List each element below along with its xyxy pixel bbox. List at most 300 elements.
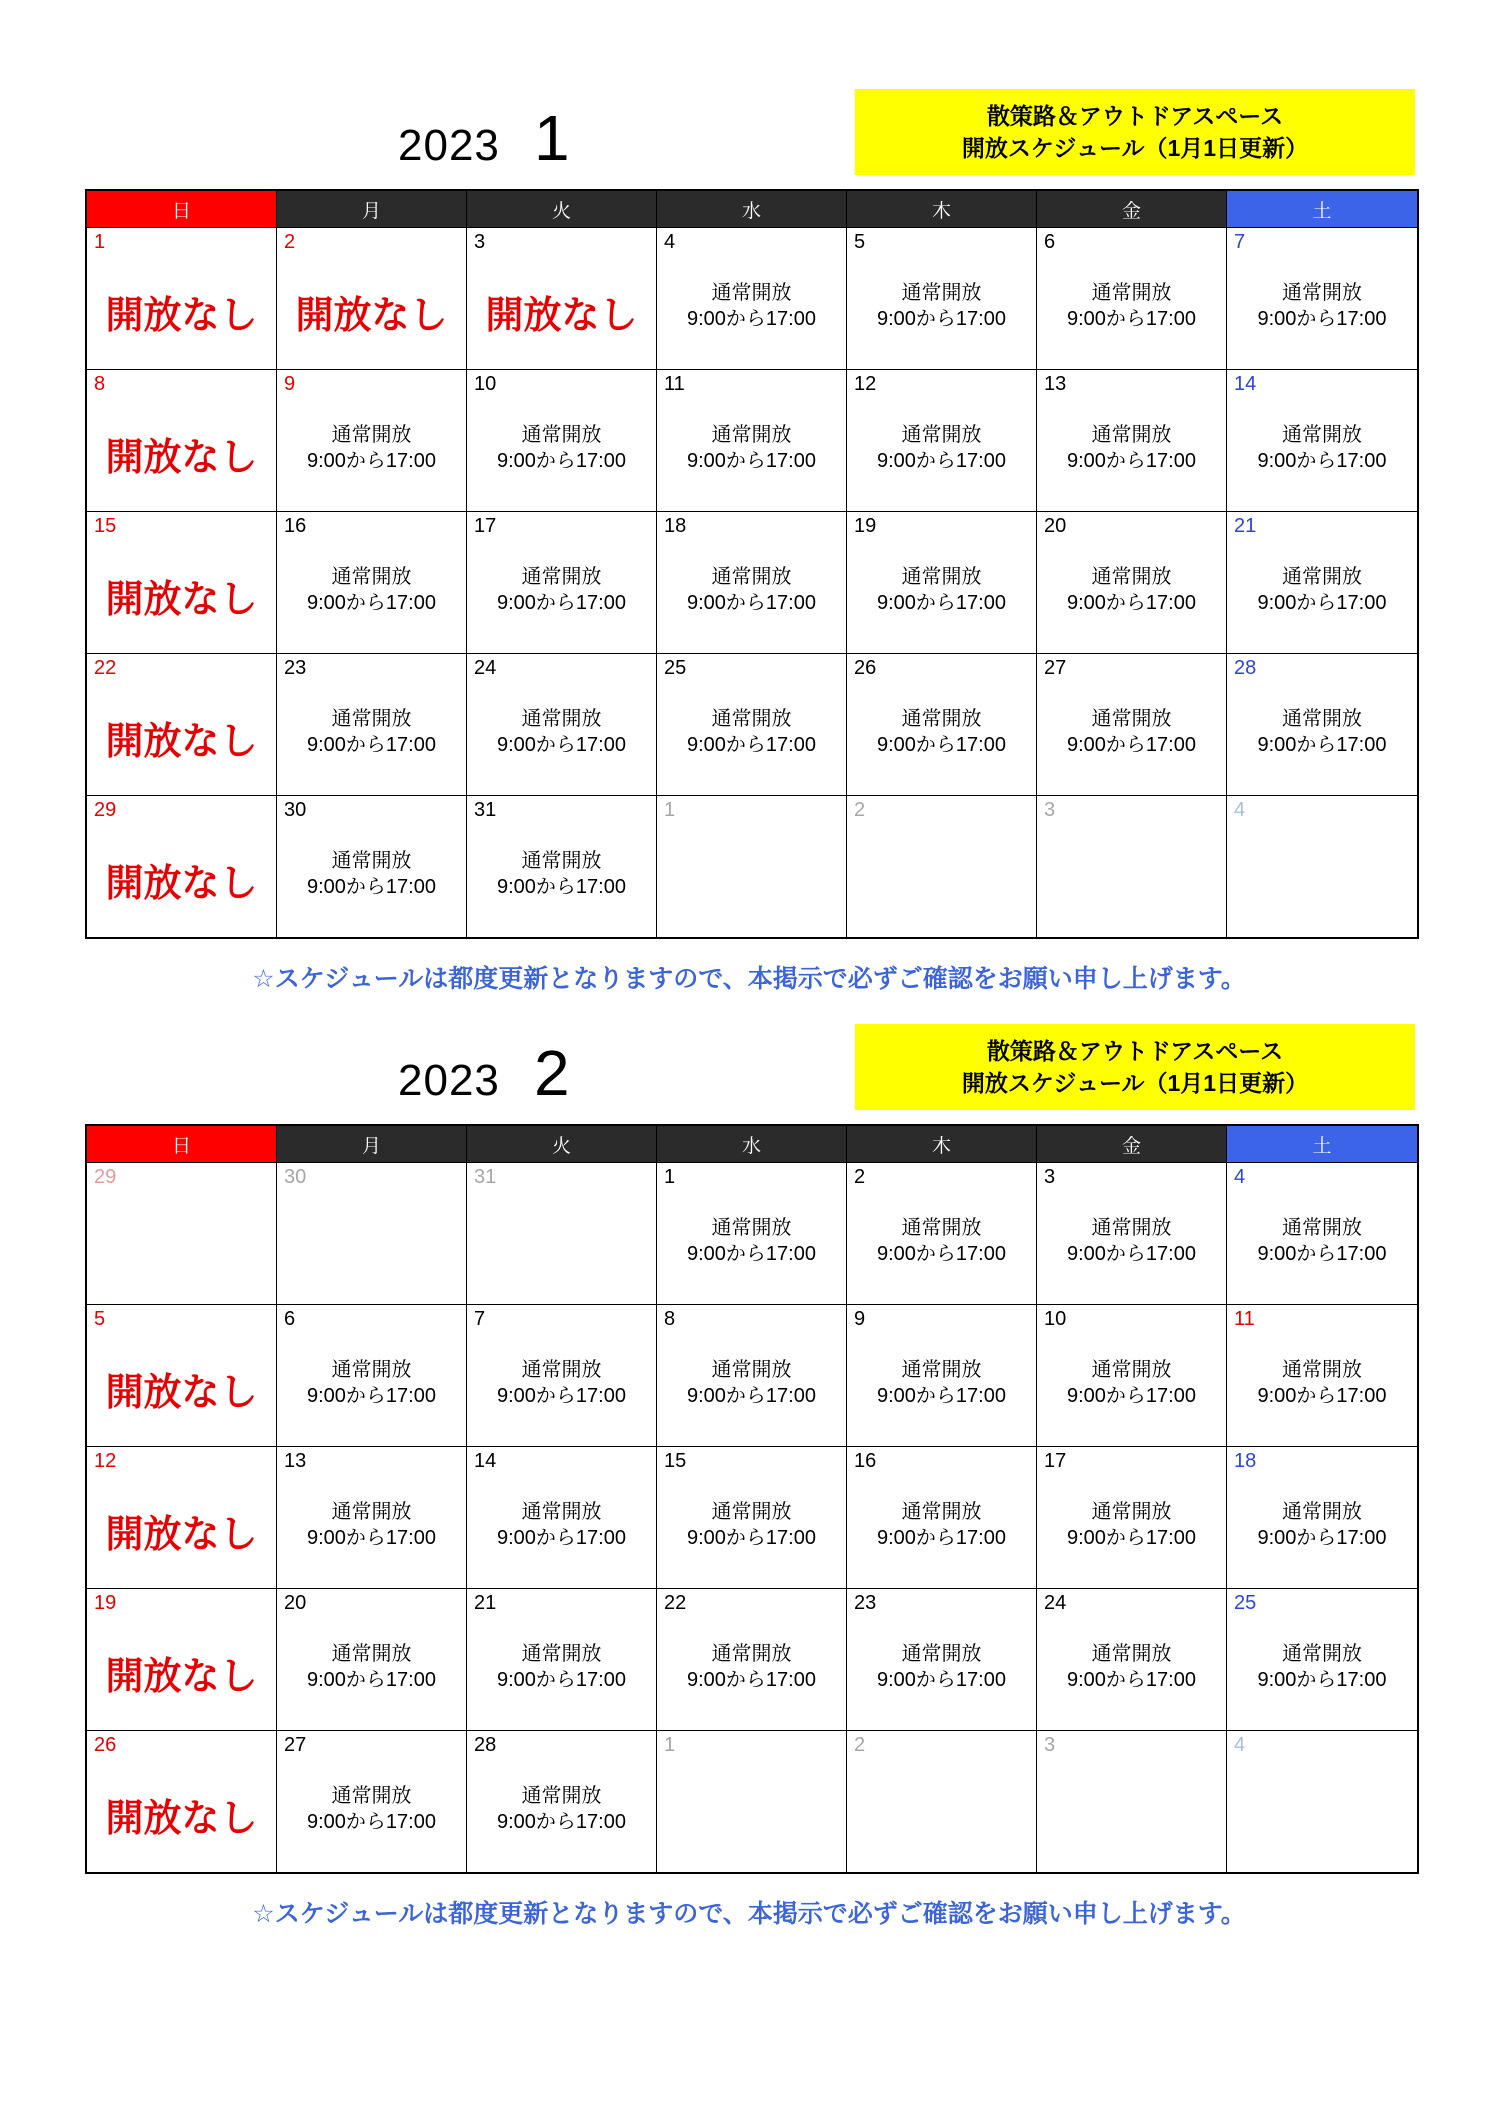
calendar-cell xyxy=(467,1304,657,1446)
open-line2: 9:00から17:00 xyxy=(877,308,1006,330)
banner-line2: 開放スケジュール（1月1日更新） xyxy=(961,1070,1309,1096)
calendar-cell xyxy=(1037,653,1227,795)
date-number: 9 xyxy=(284,373,296,395)
calendar-cell xyxy=(1037,1588,1227,1730)
date-number: 18 xyxy=(1234,1450,1257,1472)
calendar-cell xyxy=(657,369,847,511)
calendar-cell xyxy=(87,653,277,795)
calendar-cell xyxy=(1037,795,1227,937)
open-line1: 通常開放 xyxy=(711,708,792,730)
open-line1: 通常開放 xyxy=(521,708,602,730)
calendar-cell xyxy=(657,1162,847,1304)
open-hours-label xyxy=(277,1499,466,1551)
calendar-cell xyxy=(467,1588,657,1730)
date-number: 1 xyxy=(664,1166,676,1188)
date-number: 26 xyxy=(854,657,877,679)
open-line1: 通常開放 xyxy=(1282,566,1362,588)
calendar-cell xyxy=(87,795,277,937)
open-line1: 通常開放 xyxy=(711,1501,792,1523)
date-number: 19 xyxy=(854,515,877,537)
open-hours-label xyxy=(467,564,656,616)
calendar-cell xyxy=(467,227,657,369)
day-header-木: 木 xyxy=(847,191,1037,227)
open-line2: 9:00から17:00 xyxy=(307,734,436,756)
calendar-cell xyxy=(847,1162,1037,1304)
date-number: 7 xyxy=(474,1308,486,1330)
calendar-cell xyxy=(277,1162,467,1304)
open-line2: 9:00から17:00 xyxy=(1067,1243,1196,1265)
calendar-cell xyxy=(277,1730,467,1872)
open-line2: 9:00から17:00 xyxy=(1067,1669,1196,1691)
calendar-cell xyxy=(87,1304,277,1446)
open-hours-label xyxy=(277,564,466,616)
calendar-cell xyxy=(277,369,467,511)
open-line2: 9:00から17:00 xyxy=(1067,592,1196,614)
open-line1: 通常開放 xyxy=(711,282,792,304)
open-hours-label xyxy=(847,564,1036,616)
day-header-金: 金 xyxy=(1037,191,1227,227)
open-line2: 9:00から17:00 xyxy=(497,1385,626,1407)
open-line1: 通常開放 xyxy=(521,424,602,446)
calendar-cell xyxy=(1037,511,1227,653)
open-line1: 通常開放 xyxy=(901,282,982,304)
calendar-grid xyxy=(85,189,1419,939)
open-line2: 9:00から17:00 xyxy=(877,1385,1006,1407)
open-line2: 9:00から17:00 xyxy=(877,1669,1006,1691)
open-hours-label xyxy=(277,422,466,474)
calendar-cell xyxy=(1037,1730,1227,1872)
open-line1: 通常開放 xyxy=(1282,1217,1362,1239)
date-number: 28 xyxy=(474,1734,497,1756)
open-line1: 通常開放 xyxy=(521,1785,602,1807)
date-number: 29 xyxy=(94,799,117,821)
date-number: 13 xyxy=(284,1450,307,1472)
closed-label: 開放なし xyxy=(105,721,258,763)
calendar-cell xyxy=(1037,369,1227,511)
date-number: 14 xyxy=(474,1450,497,1472)
calendar-cell xyxy=(1037,227,1227,369)
date-number: 8 xyxy=(94,373,106,395)
open-line2: 9:00から17:00 xyxy=(687,1385,816,1407)
calendar-cell xyxy=(847,1730,1037,1872)
update-note: ☆スケジュールは都度更新となりますので、本掲示で必ずご確認をお願い申し上げます。 xyxy=(252,965,1246,993)
open-hours-label xyxy=(1037,706,1226,758)
date-number: 25 xyxy=(664,657,687,679)
calendar-cell xyxy=(277,795,467,937)
open-line1: 通常開放 xyxy=(1282,1359,1362,1381)
open-line2: 9:00から17:00 xyxy=(1067,734,1196,756)
calendar-cell xyxy=(467,511,657,653)
date-number: 31 xyxy=(474,799,497,821)
date-number: 20 xyxy=(284,1592,307,1614)
open-line1: 通常開放 xyxy=(1091,1217,1172,1239)
open-line2: 9:00から17:00 xyxy=(1257,592,1387,614)
calendar-grid xyxy=(85,1124,1419,1874)
open-line1: 通常開放 xyxy=(331,566,412,588)
calendar-cell xyxy=(1227,511,1417,653)
open-line1: 通常開放 xyxy=(331,424,412,446)
calendar-cell xyxy=(467,1730,657,1872)
open-line1: 通常開放 xyxy=(901,566,982,588)
calendar-cell xyxy=(87,1162,277,1304)
date-number: 22 xyxy=(94,657,117,679)
open-line1: 通常開放 xyxy=(1282,708,1362,730)
date-number: 20 xyxy=(1044,515,1067,537)
date-number: 17 xyxy=(474,515,497,537)
day-header-土: 土 xyxy=(1227,191,1417,227)
date-number: 23 xyxy=(854,1592,877,1614)
date-number: 9 xyxy=(854,1308,866,1330)
schedule-banner xyxy=(855,1024,1415,1110)
calendar-cell xyxy=(277,511,467,653)
open-line2: 9:00から17:00 xyxy=(307,1527,436,1549)
date-number: 13 xyxy=(1044,373,1067,395)
open-hours-label xyxy=(1037,1215,1226,1267)
calendar-cell xyxy=(657,227,847,369)
month-number: 1 xyxy=(534,102,570,174)
day-header-水: 水 xyxy=(657,191,847,227)
open-line1: 通常開放 xyxy=(1091,424,1172,446)
day-header-火: 火 xyxy=(467,191,657,227)
date-number: 14 xyxy=(1234,373,1257,395)
open-line2: 9:00から17:00 xyxy=(1067,1527,1196,1549)
date-number: 24 xyxy=(1044,1592,1067,1614)
banner-line1: 散策路＆アウトドアスペース xyxy=(986,103,1284,129)
schedule-banner xyxy=(855,89,1415,175)
open-line1: 通常開放 xyxy=(1282,1501,1362,1523)
open-hours-label xyxy=(1037,1357,1226,1409)
open-hours-label xyxy=(847,1357,1036,1409)
calendar-cell xyxy=(277,1446,467,1588)
date-number: 4 xyxy=(1234,799,1246,821)
date-number: 2 xyxy=(854,1166,866,1188)
date-number: 2 xyxy=(854,1734,866,1756)
date-number: 6 xyxy=(1044,231,1056,253)
open-hours-label xyxy=(277,706,466,758)
date-number: 31 xyxy=(474,1166,497,1188)
calendar-cell xyxy=(467,1162,657,1304)
open-hours-label xyxy=(847,280,1036,332)
date-number: 1 xyxy=(664,1734,676,1756)
calendar-cell xyxy=(277,1304,467,1446)
open-hours-label xyxy=(467,706,656,758)
open-line2: 9:00から17:00 xyxy=(687,592,816,614)
open-line2: 9:00から17:00 xyxy=(1257,1527,1387,1549)
closed-label: 開放なし xyxy=(105,295,258,337)
date-number: 15 xyxy=(94,515,117,537)
calendar-cell xyxy=(467,795,657,937)
open-line1: 通常開放 xyxy=(331,1785,412,1807)
date-number: 27 xyxy=(1044,657,1067,679)
month-section-january xyxy=(0,75,1498,1035)
date-number: 3 xyxy=(474,231,486,253)
open-line1: 通常開放 xyxy=(1091,1643,1172,1665)
open-line2: 9:00から17:00 xyxy=(1257,308,1387,330)
open-line1: 通常開放 xyxy=(901,1217,982,1239)
open-hours-label xyxy=(1227,1215,1417,1267)
calendar-cell xyxy=(467,369,657,511)
calendar-cell xyxy=(87,369,277,511)
closed-label: 開放なし xyxy=(105,1656,258,1698)
calendar-cell xyxy=(847,795,1037,937)
open-hours-label xyxy=(467,1641,656,1693)
date-number: 24 xyxy=(474,657,497,679)
date-number: 11 xyxy=(664,373,685,395)
open-line1: 通常開放 xyxy=(901,1359,982,1381)
open-line1: 通常開放 xyxy=(331,708,412,730)
open-line2: 9:00から17:00 xyxy=(1257,734,1387,756)
calendar-cell xyxy=(87,511,277,653)
date-number: 18 xyxy=(664,515,687,537)
calendar-cell xyxy=(657,1730,847,1872)
open-line1: 通常開放 xyxy=(901,708,982,730)
open-line2: 9:00から17:00 xyxy=(497,734,626,756)
open-line1: 通常開放 xyxy=(901,1643,982,1665)
open-hours-label xyxy=(467,1783,656,1835)
open-line2: 9:00から17:00 xyxy=(307,592,436,614)
banner-line2: 開放スケジュール（1月1日更新） xyxy=(961,135,1309,161)
open-hours-label xyxy=(277,1641,466,1693)
open-hours-label xyxy=(657,706,846,758)
calendar-cell xyxy=(657,511,847,653)
open-line2: 9:00から17:00 xyxy=(497,592,626,614)
date-number: 28 xyxy=(1234,657,1257,679)
open-line2: 9:00から17:00 xyxy=(307,1669,436,1691)
calendar-cell xyxy=(1037,1162,1227,1304)
open-line1: 通常開放 xyxy=(331,1643,412,1665)
month-number: 2 xyxy=(534,1037,570,1109)
day-header-火: 火 xyxy=(467,1126,657,1162)
date-number: 17 xyxy=(1044,1450,1067,1472)
open-hours-label xyxy=(1227,1641,1417,1693)
day-header-金: 金 xyxy=(1037,1126,1227,1162)
calendar-cell xyxy=(1227,1446,1417,1588)
open-hours-label xyxy=(1037,1641,1226,1693)
open-hours-label xyxy=(1037,1499,1226,1551)
date-number: 8 xyxy=(664,1308,676,1330)
closed-label: 開放なし xyxy=(105,1798,258,1840)
open-line1: 通常開放 xyxy=(711,1217,792,1239)
open-line1: 通常開放 xyxy=(1091,566,1172,588)
open-hours-label xyxy=(1227,1357,1417,1409)
open-line2: 9:00から17:00 xyxy=(687,1243,816,1265)
open-line1: 通常開放 xyxy=(331,1359,412,1381)
open-line2: 9:00から17:00 xyxy=(877,734,1006,756)
calendar-cell xyxy=(87,1730,277,1872)
calendar-cell xyxy=(657,653,847,795)
calendar-cell xyxy=(847,1304,1037,1446)
open-hours-label xyxy=(657,1641,846,1693)
open-line2: 9:00から17:00 xyxy=(307,1811,436,1833)
calendar-cell xyxy=(657,795,847,937)
open-line2: 9:00から17:00 xyxy=(497,876,626,898)
open-hours-label xyxy=(1227,706,1417,758)
date-number: 16 xyxy=(854,1450,877,1472)
calendar-cell xyxy=(847,1588,1037,1730)
date-number: 30 xyxy=(284,1166,307,1188)
open-line1: 通常開放 xyxy=(521,1501,602,1523)
calendar-cell xyxy=(87,227,277,369)
date-number: 21 xyxy=(474,1592,497,1614)
open-line2: 9:00から17:00 xyxy=(307,876,436,898)
open-line1: 通常開放 xyxy=(1091,1359,1172,1381)
open-line1: 通常開放 xyxy=(331,1501,412,1523)
open-line2: 9:00から17:00 xyxy=(687,308,816,330)
date-number: 5 xyxy=(854,231,866,253)
open-line2: 9:00から17:00 xyxy=(307,450,436,472)
open-line2: 9:00から17:00 xyxy=(307,1385,436,1407)
open-line2: 9:00から17:00 xyxy=(877,1527,1006,1549)
calendar-cell xyxy=(1227,1730,1417,1872)
date-number: 1 xyxy=(94,231,106,253)
date-number: 19 xyxy=(94,1592,117,1614)
open-line1: 通常開放 xyxy=(901,424,982,446)
open-line1: 通常開放 xyxy=(711,1359,792,1381)
open-hours-label xyxy=(657,564,846,616)
open-line2: 9:00から17:00 xyxy=(877,1243,1006,1265)
open-line1: 通常開放 xyxy=(1282,1643,1362,1665)
calendar-cell xyxy=(1227,1588,1417,1730)
calendar-cell xyxy=(847,653,1037,795)
closed-label: 開放なし xyxy=(105,863,258,905)
open-hours-label xyxy=(1227,422,1417,474)
date-number: 3 xyxy=(1044,1166,1056,1188)
open-line2: 9:00から17:00 xyxy=(1067,1385,1196,1407)
open-hours-label xyxy=(1227,564,1417,616)
day-header-木: 木 xyxy=(847,1126,1037,1162)
open-line1: 通常開放 xyxy=(1091,708,1172,730)
calendar-cell xyxy=(657,1446,847,1588)
open-line2: 9:00から17:00 xyxy=(1257,1385,1387,1407)
open-hours-label xyxy=(277,848,466,900)
open-hours-label xyxy=(467,848,656,900)
open-line1: 通常開放 xyxy=(1282,282,1362,304)
open-hours-label xyxy=(277,1783,466,1835)
open-line1: 通常開放 xyxy=(711,424,792,446)
open-line2: 9:00から17:00 xyxy=(1067,308,1196,330)
open-hours-label xyxy=(467,1499,656,1551)
open-hours-label xyxy=(1037,422,1226,474)
date-number: 4 xyxy=(1234,1166,1246,1188)
date-number: 3 xyxy=(1044,799,1056,821)
open-line2: 9:00から17:00 xyxy=(877,450,1006,472)
open-hours-label xyxy=(1037,280,1226,332)
open-line2: 9:00から17:00 xyxy=(497,1669,626,1691)
calendar-cell xyxy=(277,1588,467,1730)
day-header-月: 月 xyxy=(277,1126,467,1162)
date-number: 25 xyxy=(1234,1592,1257,1614)
open-hours-label xyxy=(847,1641,1036,1693)
closed-label: 開放なし xyxy=(295,295,448,337)
open-hours-label xyxy=(1227,1499,1417,1551)
calendar-cell xyxy=(1227,1162,1417,1304)
date-number: 21 xyxy=(1234,515,1257,537)
open-line2: 9:00から17:00 xyxy=(687,734,816,756)
open-line1: 通常開放 xyxy=(331,850,412,872)
calendar-cell xyxy=(1227,1304,1417,1446)
open-line1: 通常開放 xyxy=(1091,282,1172,304)
day-header-日: 日 xyxy=(87,191,277,227)
calendar-cell xyxy=(1227,227,1417,369)
open-hours-label xyxy=(467,422,656,474)
calendar-cell xyxy=(657,1304,847,1446)
date-number: 6 xyxy=(284,1308,296,1330)
date-number: 7 xyxy=(1234,231,1246,253)
open-hours-label xyxy=(847,1215,1036,1267)
open-hours-label xyxy=(847,1499,1036,1551)
open-line1: 通常開放 xyxy=(711,1643,792,1665)
open-line2: 9:00から17:00 xyxy=(687,1669,816,1691)
calendar-cell xyxy=(467,653,657,795)
open-line2: 9:00から17:00 xyxy=(1257,1669,1387,1691)
date-number: 30 xyxy=(284,799,307,821)
date-number: 2 xyxy=(284,231,296,253)
calendar-cell xyxy=(1227,653,1417,795)
calendar-cell xyxy=(1037,1304,1227,1446)
date-number: 3 xyxy=(1044,1734,1056,1756)
date-number: 10 xyxy=(474,373,497,395)
day-header-水: 水 xyxy=(657,1126,847,1162)
open-line1: 通常開放 xyxy=(521,850,602,872)
closed-label: 開放なし xyxy=(105,437,258,479)
calendar-cell xyxy=(277,653,467,795)
calendar-cell xyxy=(87,1588,277,1730)
date-number: 11 xyxy=(1234,1308,1255,1330)
open-line1: 通常開放 xyxy=(521,1643,602,1665)
closed-label: 開放なし xyxy=(105,1514,258,1556)
closed-label: 開放なし xyxy=(105,1372,258,1414)
open-hours-label xyxy=(847,422,1036,474)
open-line2: 9:00から17:00 xyxy=(687,1527,816,1549)
date-number: 16 xyxy=(284,515,307,537)
calendar-cell xyxy=(1037,1446,1227,1588)
open-line2: 9:00から17:00 xyxy=(877,592,1006,614)
calendar-cell xyxy=(467,1446,657,1588)
date-number: 12 xyxy=(854,373,877,395)
open-hours-label xyxy=(657,422,846,474)
calendar-cell xyxy=(847,1446,1037,1588)
date-number: 1 xyxy=(664,799,676,821)
open-line1: 通常開放 xyxy=(521,1359,602,1381)
calendar-cell xyxy=(657,1588,847,1730)
open-line1: 通常開放 xyxy=(1091,1501,1172,1523)
open-line2: 9:00から17:00 xyxy=(1067,450,1196,472)
day-header-日: 日 xyxy=(87,1126,277,1162)
date-number: 12 xyxy=(94,1450,117,1472)
date-number: 26 xyxy=(94,1734,117,1756)
open-line1: 通常開放 xyxy=(1282,424,1362,446)
calendar-cell xyxy=(1227,369,1417,511)
closed-label: 開放なし xyxy=(485,295,638,337)
open-line1: 通常開放 xyxy=(901,1501,982,1523)
open-hours-label xyxy=(1227,280,1417,332)
open-line2: 9:00から17:00 xyxy=(1257,1243,1387,1265)
open-hours-label xyxy=(847,706,1036,758)
calendar-cell xyxy=(1227,795,1417,937)
open-line1: 通常開放 xyxy=(711,566,792,588)
calendar-cell xyxy=(847,511,1037,653)
calendar-cell xyxy=(277,227,467,369)
closed-label: 開放なし xyxy=(105,579,258,621)
year-label: 2023 xyxy=(398,1056,500,1105)
year-label: 2023 xyxy=(398,121,500,170)
banner-line1: 散策路＆アウトドアスペース xyxy=(986,1038,1284,1064)
open-hours-label xyxy=(657,1499,846,1551)
open-hours-label xyxy=(657,280,846,332)
calendar-cell xyxy=(87,1446,277,1588)
date-number: 23 xyxy=(284,657,307,679)
date-number: 4 xyxy=(1234,1734,1246,1756)
